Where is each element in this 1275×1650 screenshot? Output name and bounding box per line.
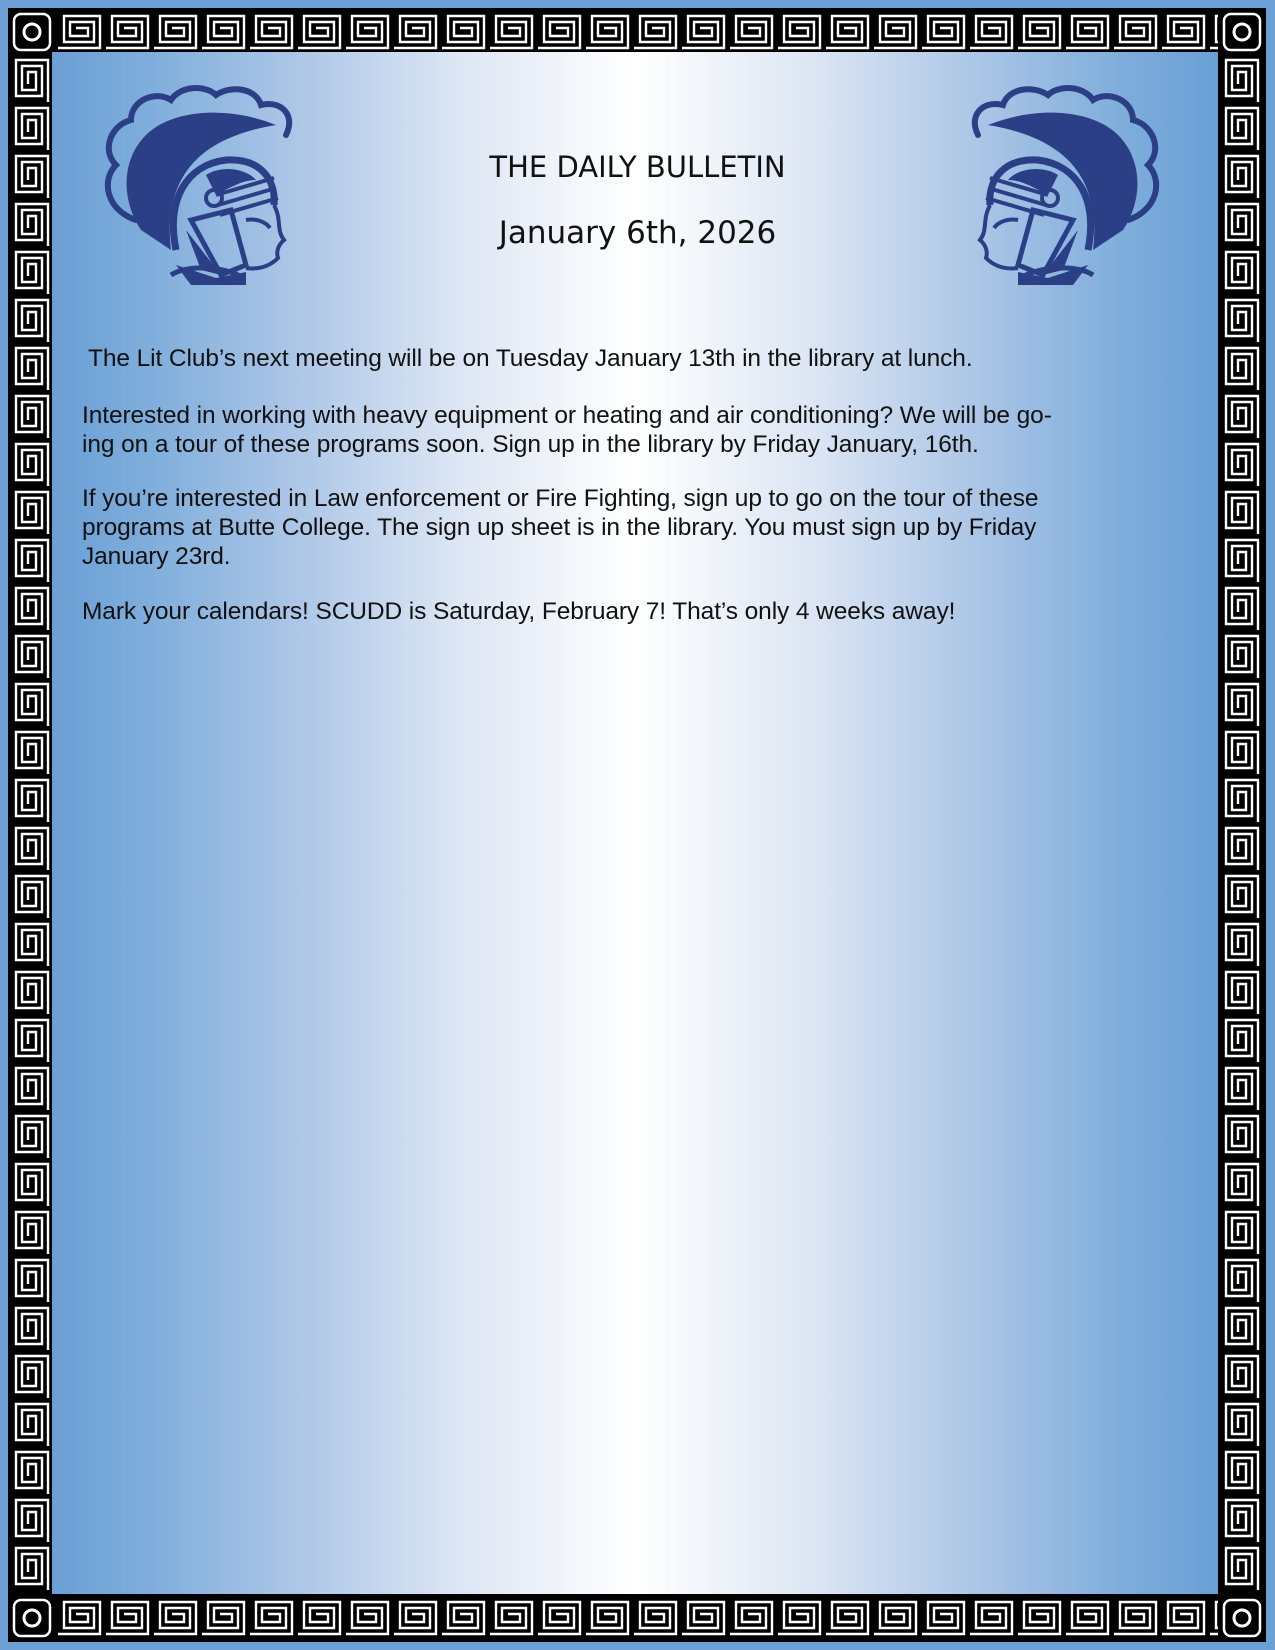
announcement-lit-club: The Lit Club’s next meeting will be on Tuesday January 13th in the library at lunch. [88, 345, 973, 372]
greek-key-right-strip [1222, 56, 1262, 1594]
announcement-scudd: Mark your calendars! SCUDD is Saturday, February 7! That’s only 4 weeks away! [82, 598, 956, 625]
corner-ring-icon [12, 12, 52, 52]
trojan-helmet-icon [968, 80, 1168, 290]
bulletin-date: January 6th, 2026 [498, 215, 777, 251]
corner-ring-icon [1222, 12, 1262, 52]
bulletin-title: THE DAILY BULLETIN [489, 150, 786, 184]
greek-key-left-strip [12, 56, 52, 1594]
announcement-heavy-equipment-tour: Interested in working with heavy equipment or heating and air conditioning? We will be go- ing on a tour of these programs soon. Sign up in the library by Friday January, 16th. [82, 402, 1052, 458]
greek-key-top-strip [56, 12, 1218, 52]
greek-key-bottom-strip [56, 1598, 1218, 1638]
announcement-law-fire-tour: If you’re interested in Law enforcement or Fire Fighting, sign up to go on the tour of these programs at Butte College. The sign up sheet is in the library. You must sign up by Friday January 23rd. [82, 485, 1039, 570]
corner-ring-icon [12, 1598, 52, 1638]
corner-ring-icon [1222, 1598, 1262, 1638]
trojan-helmet-icon [96, 80, 296, 290]
